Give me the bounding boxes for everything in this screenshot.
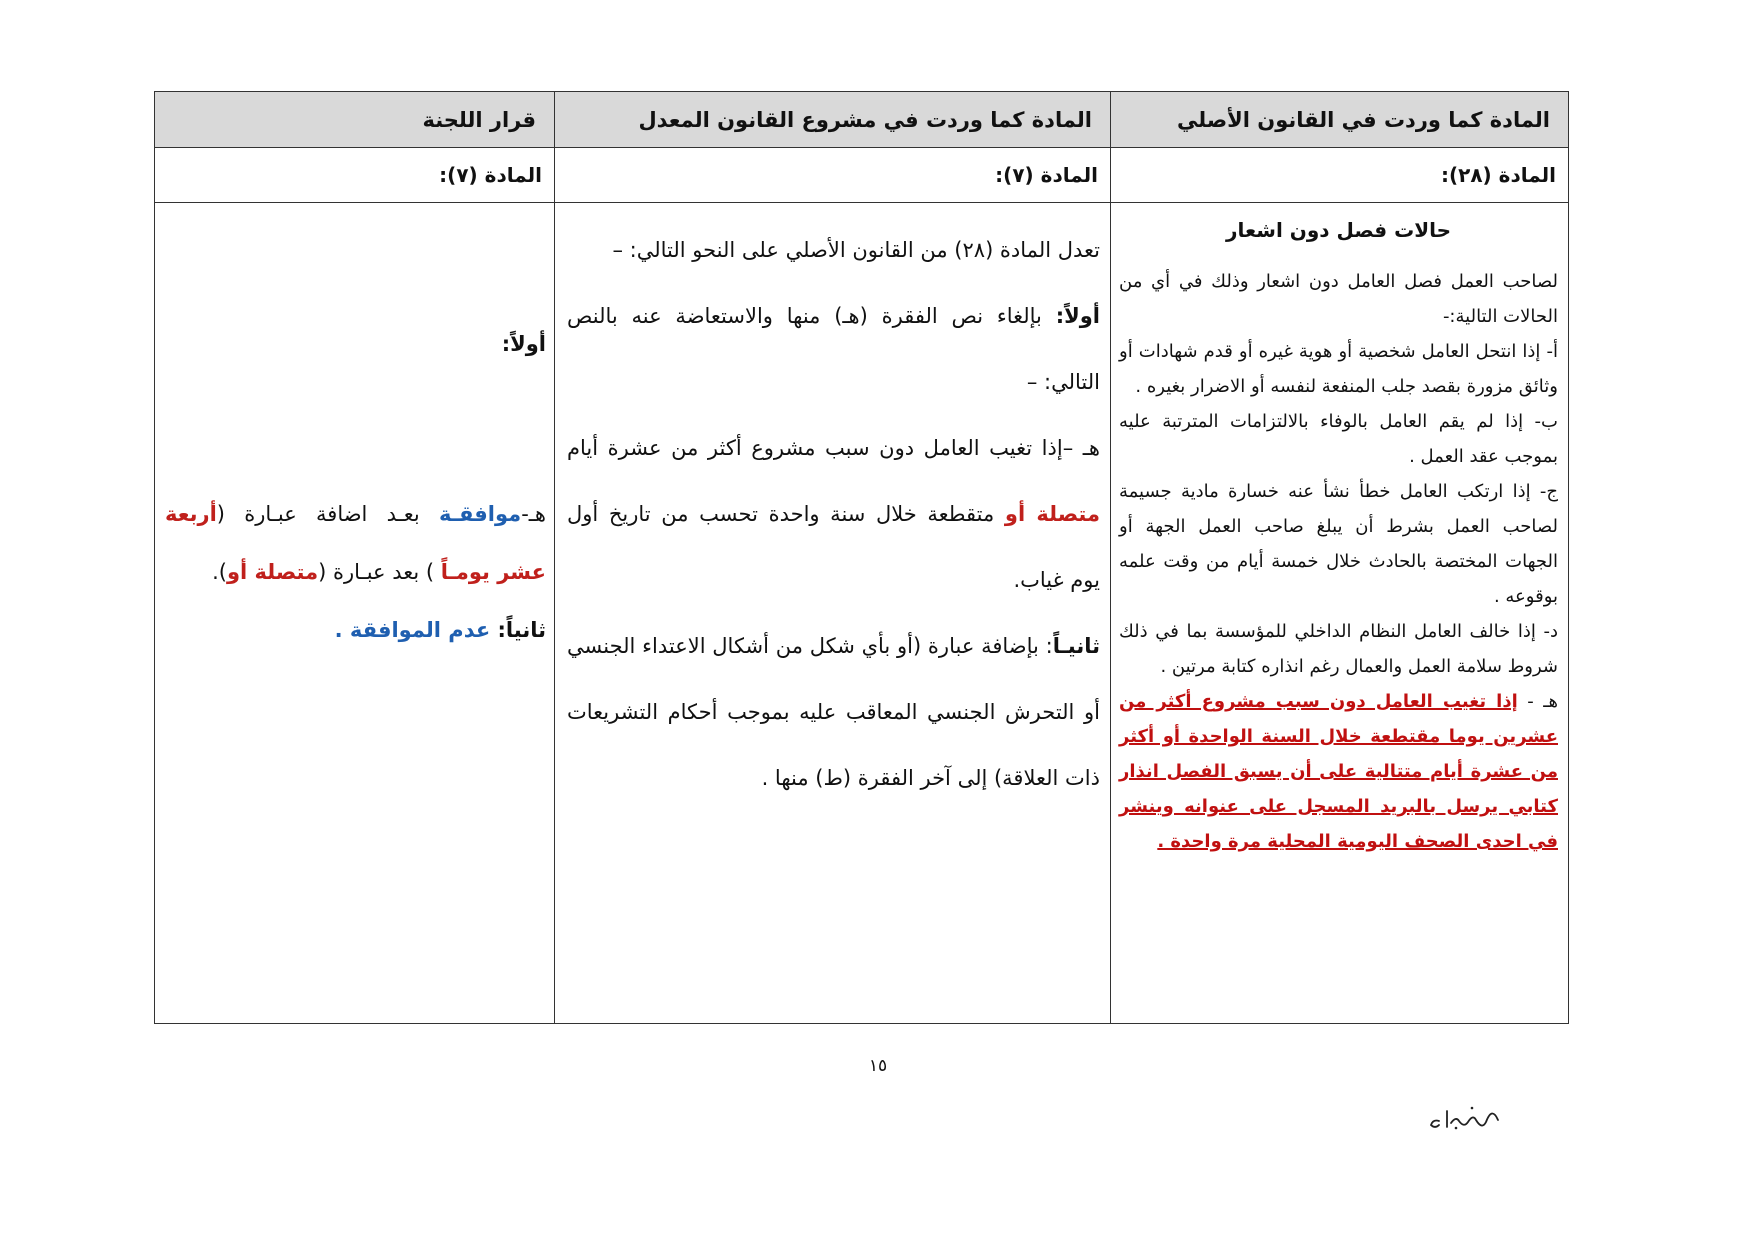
original-clause-e [1119, 684, 1558, 859]
decision-first-label: أولاً: [501, 332, 546, 356]
amended-clause-e-part1: هـ –إذا تغيب العامل دون سبب مشروع أكثر من عشرة أيام [567, 436, 1100, 460]
article-label-amended: المادة (٧): [555, 148, 1111, 203]
header-row [155, 92, 1569, 148]
original-clause-d: د- إذا خالف العامل النظام الداخلي للمؤسسة بما في ذلك شروط سلامة العمل والعمال رغم انذاره كتابة مرتين . [1119, 621, 1558, 677]
amended-first-text: بإلغاء نص الفقرة (هـ) منها والاستعاضة عنه بالنص التالي: – [567, 304, 1100, 394]
header-amended: المادة كما وردت في مشروع القانون المعدل [555, 92, 1111, 148]
amended-intro: تعدل المادة (٢٨) من القانون الأصلي على النحو التالي: – [612, 238, 1100, 262]
comparison-table [154, 91, 1569, 1024]
amended-text-cell [555, 203, 1111, 1024]
original-title: حالات فصل دون اشعار [1225, 218, 1452, 242]
decision-second-label: ثانياً: [497, 618, 546, 642]
page-number: ١٥ [868, 1056, 888, 1076]
amended-clause-e [567, 415, 1100, 613]
article-row [155, 148, 1569, 203]
decision-spacer-top [165, 203, 546, 315]
amended-clause-e-part2: متقطعة خلال سنة واحدة تحسب من تاريخ أول يوم غياب. [567, 502, 1100, 592]
body-row [155, 203, 1569, 1024]
amended-second-label: ثانيـاً [1052, 634, 1100, 658]
original-clause-c: ج- إذا ارتكب العامل خطأ نشأ عنه خسارة مادية جسيمة لصاحب العمل بشرط أن يبلغ صاحب العمل الجهة أو الجهات المختصة بالحادث خلال خمسة أيام من وقت علمه بوقوعه . [1119, 481, 1558, 607]
amended-first [567, 283, 1100, 415]
decision-clause-e-prefix: هـ- [521, 502, 546, 526]
header-decision: قرار اللجنة [155, 92, 555, 148]
amended-second-text: : بإضافة عبارة (أو بأي شكل من أشكال الاعتداء الجنسي أو التحرش الجنسي المعاقب عليه بموجب أحكام التشريعات ذات العلاقة) إلى آخر الفقرة (ط) منها . [567, 634, 1100, 790]
decision-clause-e-text3: ). [212, 560, 227, 584]
signature [1426, 1098, 1506, 1138]
decision-clause-e-text2: ) بعد عبـارة ( [318, 560, 441, 584]
decision-clause-e-text1: بعـد اضافة عبـارة ( [216, 502, 440, 526]
amended-first-label: أولاً: [1055, 304, 1100, 328]
decision-text-cell [155, 203, 555, 1024]
decision-approval: موافقـة [439, 502, 522, 526]
original-clause-a: أ- إذا انتحل العامل شخصية أو هوية غيره أو قدم شهادات أو وثائق مزورة بقصد جلب المنفعة لنفسه أو الاضرار بغيره . [1119, 341, 1558, 397]
header-original: المادة كما وردت في القانون الأصلي [1111, 92, 1569, 148]
decision-clause-e [165, 485, 546, 601]
original-clause-b: ب- إذا لم يقم العامل بالوفاء بالالتزامات المترتبة عليه بموجب عقد العمل . [1119, 411, 1558, 467]
original-intro: لصاحب العمل فصل العامل دون اشعار وذلك في أي من الحالات التالية:- [1119, 271, 1558, 327]
original-clause-e-prefix: هـ - [1527, 691, 1558, 712]
original-clause-e-text: إذا تغيب العامل دون سبب مشروع أكثر من عشرين يوما مقتطعة خلال السنة الواحدة أو أكثر من عشرة أيام متتالية على أن يسبق الفصل انذار كتابي يرسل بالبريد المسجل على عنوانه وينشر في احدى الصحف اليومية المحلية مرة واحدة . [1119, 691, 1558, 852]
article-label-original: المادة (٢٨): [1111, 148, 1569, 203]
amended-second [567, 613, 1100, 811]
original-text-cell [1111, 203, 1569, 1024]
decision-phrase-continuous: متصلة أو [226, 560, 319, 584]
decision-second [165, 601, 546, 659]
decision-phrase-days: أربعة عشر يومـاً [165, 502, 546, 584]
article-label-decision: المادة (٧): [155, 148, 555, 203]
decision-second-text: عدم الموافقة . [334, 618, 498, 642]
amended-clause-e-highlight: متصلة أو [1004, 502, 1100, 526]
